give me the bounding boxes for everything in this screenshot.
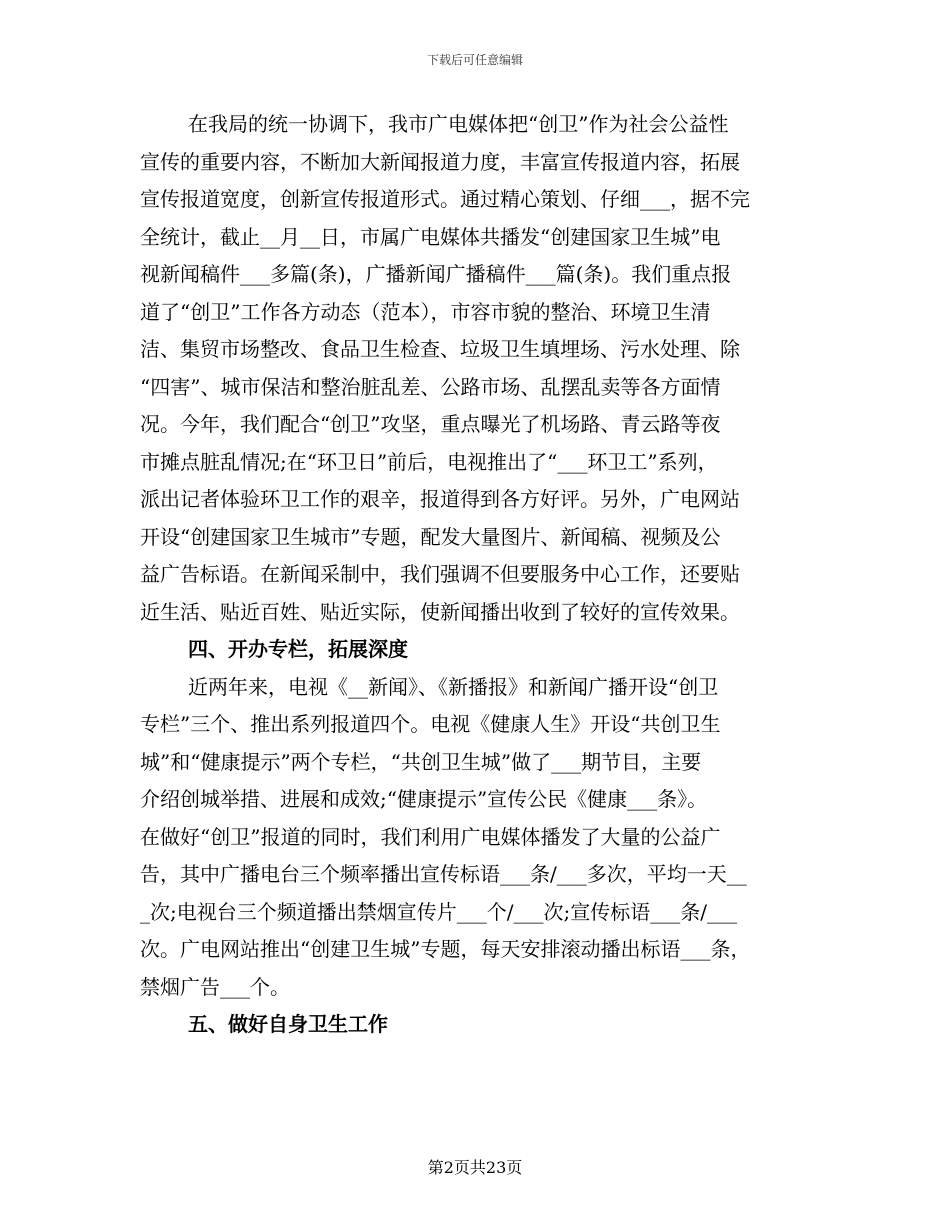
page-header-note: 下载后可任意编辑 — [426, 53, 523, 67]
document-body — [140, 106, 812, 1044]
paragraph-line: 告，其中广播电台三个频率播出宣传标语___条/___多次，平均一天__ — [140, 862, 747, 886]
section-heading-5: 五、做好自身卫生工作 — [188, 1012, 388, 1036]
paragraph-line: 城”和“健康提示”两个专栏，“共创卫生城”做了___期节目，主要 — [140, 749, 702, 774]
paragraph-line: 洁、集贸市场整改、食品卫生检查、垃圾卫生填埋场、污水处理、除 — [140, 337, 740, 361]
paragraph-line: 全统计，截止__月__日，市属广电媒体共播发“创建国家卫生城”电 — [140, 224, 721, 249]
paragraph-line: 市摊点脏乱情况;在“环卫日”前后，电视推出了“___环卫工”系列， — [140, 449, 718, 474]
paragraph-line: 道了“创卫”工作各方动态（范本），市容市貌的整治、环境卫生清 — [140, 299, 711, 324]
paragraph-line: 宣传的重要内容，不断加大新闻报道力度，丰富宣传报道内容，拓展 — [140, 149, 740, 174]
section-heading-4: 四、开办专栏，拓展深度 — [188, 637, 408, 661]
paragraph-line: 在做好“创卫”报道的同时，我们利用广电媒体播发了大量的公益广 — [140, 824, 721, 849]
paragraph-line: 在我局的统一协调下，我市广电媒体把“创卫”作为社会公益性 — [188, 112, 729, 136]
paragraph-line: 介绍创城举措、进展和成效;“健康提示”宣传公民《健康___条》。 — [140, 787, 708, 811]
paragraph-line: 专栏”三个、推出系列报道四个。电视《健康人生》开设“共创卫生 — [140, 712, 721, 736]
paragraph-line: 禁烟广告___个。 — [140, 974, 290, 999]
paragraph-line: 宣传报道宽度，创新宣传报道形式。通过精心策划、仔细___，据不完 — [140, 187, 750, 211]
paragraph-line: 益广告标语。在新闻采制中，我们强调不但要服务中心工作，还要贴 — [140, 562, 740, 586]
page-number: 第2页共23页 — [427, 1158, 523, 1177]
paragraph-line: 派出记者体验环卫工作的艰辛，报道得到各方好评。另外，广电网站 — [140, 487, 740, 511]
paragraph-line: 况。今年，我们配合“创卫”攻坚，重点曝光了机场路、青云路等夜 — [140, 412, 721, 436]
paragraph-line: 近生活、贴近百姓、贴近实际，使新闻播出收到了较好的宣传效果。 — [140, 599, 740, 624]
paragraph-line: 开设“创建国家卫生城市”专题，配发大量图片、新闻稿、视频及公 — [140, 524, 721, 549]
paragraph-line: 次。广电网站推出“创建卫生城”专题，每天安排滚动播出标语___条， — [140, 937, 751, 961]
paragraph-line: “四害”、城市保洁和整治脏乱差、公路市场、乱摆乱卖等各方面情 — [140, 374, 721, 399]
paragraph-line: 视新闻稿件___多篇(条)，广播新闻广播稿件___篇(条)。我们重点报 — [140, 262, 732, 286]
paragraph-line: _次;电视台三个频道播出禁烟宣传片___个/___次;宣传标语___条/___ — [140, 899, 737, 924]
paragraph-line: 近两年来，电视《__新闻》、《新播报》和新闻广播开设“创卫 — [188, 674, 719, 699]
